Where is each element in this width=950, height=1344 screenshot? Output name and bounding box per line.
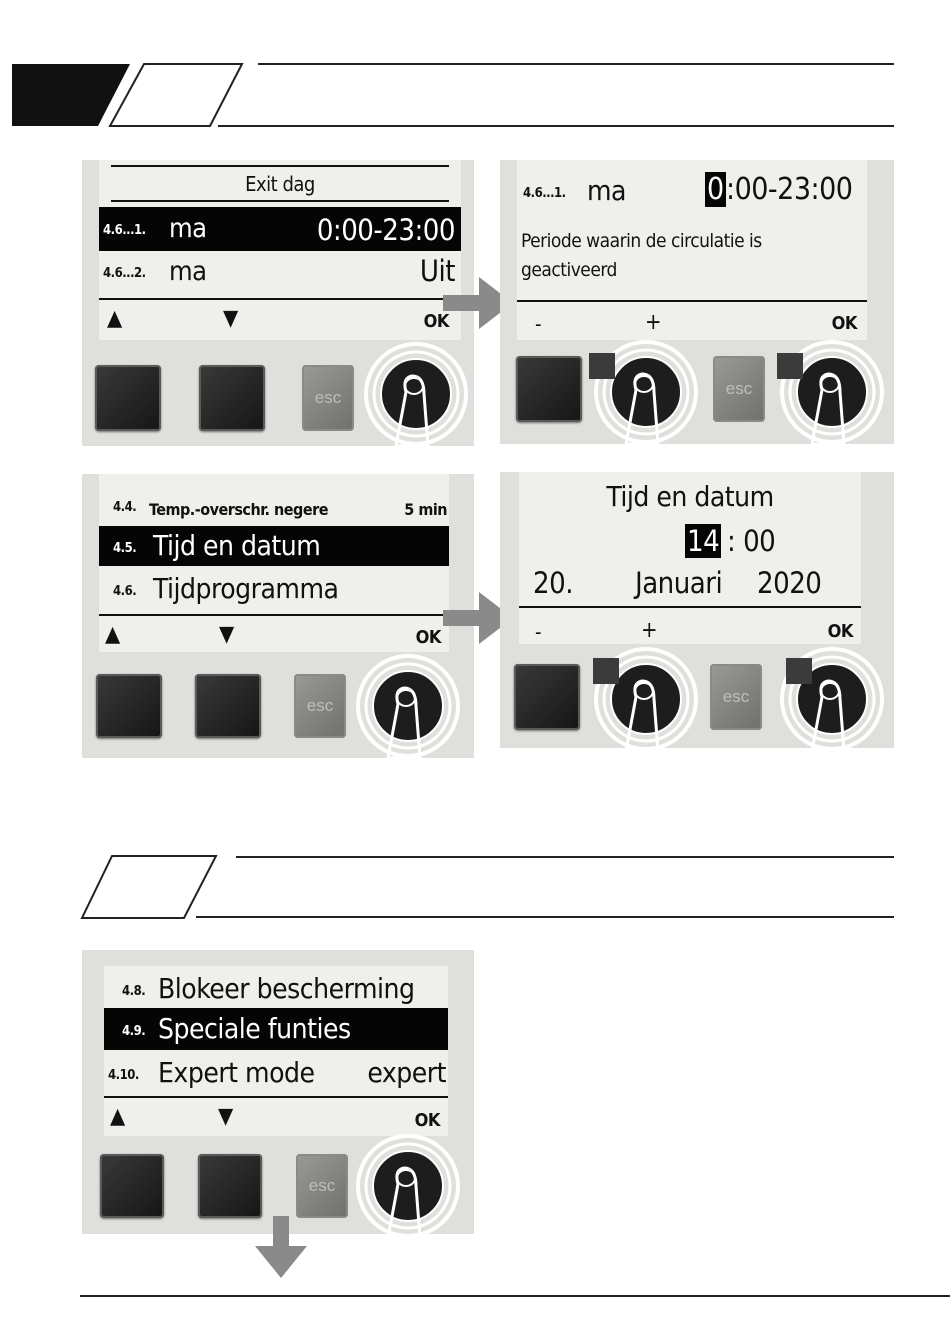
- lcd-screen: [104, 966, 448, 1136]
- down-button[interactable]: [198, 1154, 262, 1218]
- lcd-screen: [99, 474, 449, 652]
- step-marker: [777, 353, 803, 379]
- section-tab-outline: [80, 854, 220, 920]
- device-panel-exit-day: [82, 160, 474, 446]
- softkey-down-label: ▼: [218, 1104, 233, 1129]
- softkey-up-label: ▲: [107, 306, 122, 331]
- menu-row-selected[interactable]: 4.9. Speciale funties: [104, 1008, 448, 1050]
- time-cursor[interactable]: 0: [707, 172, 724, 207]
- minus-button[interactable]: [516, 356, 582, 422]
- softkey-up-label: ▲: [105, 622, 120, 647]
- lcd-screen: 4.6...1. ma 0 :00-23:00 Periode waarin de circulatie is geactiveerd - + OK: [517, 160, 867, 340]
- softkey-down-label: ▼: [223, 306, 238, 331]
- menu-row[interactable]: 4.6...2. ma Uit: [103, 254, 455, 288]
- finger-press-icon: [362, 342, 474, 446]
- softkey-plus-label: +: [641, 618, 658, 643]
- menu-row[interactable]: 4.10. Expert mode expert: [108, 1056, 446, 1089]
- esc-button[interactable]: esc: [713, 356, 765, 422]
- device-panel-time-date-edit: [500, 472, 894, 748]
- device-panel-menu-time-date: [82, 474, 474, 758]
- description-line: Periode waarin de circulatie is: [521, 230, 762, 252]
- up-button[interactable]: [95, 365, 161, 431]
- softkey-ok-label: OK: [423, 311, 449, 332]
- up-button[interactable]: [100, 1154, 164, 1218]
- softkey-ok-label: OK: [414, 1110, 440, 1131]
- menu-row[interactable]: 4.4. Temp.-overschr. negere 5 min: [113, 500, 447, 519]
- softkey-ok-label: OK: [827, 621, 853, 642]
- softkey-up-label: ▲: [110, 1104, 125, 1129]
- lcd-screen: Tijd en datum 14 : 00 20. Januari 2020 - + OK: [519, 472, 861, 644]
- minus-button[interactable]: [514, 664, 580, 730]
- lcd-screen: [99, 160, 461, 340]
- section-rule-top: [236, 856, 894, 858]
- screen-title: Tijd en datum: [606, 480, 774, 513]
- softkey-minus-label: -: [535, 620, 541, 644]
- screen-title: Exit dag: [245, 172, 315, 196]
- description-line: geactiveerd: [521, 259, 617, 281]
- esc-button[interactable]: esc: [302, 365, 354, 431]
- finger-press-icon: [354, 1134, 466, 1234]
- softkey-ok-label: OK: [831, 313, 857, 334]
- menu-row[interactable]: 4.6. Tijdprogramma: [113, 572, 339, 605]
- step-marker: [786, 658, 812, 684]
- page-footer-rule: [80, 1295, 950, 1297]
- arrow-down-icon: [253, 1216, 309, 1280]
- device-panel-menu-special: [82, 950, 474, 1234]
- section-rule-bottom: [196, 916, 894, 918]
- softkey-minus-label: -: [535, 312, 541, 336]
- device-panel-period-edit: [500, 160, 894, 444]
- finger-press-icon: [354, 654, 466, 758]
- up-button[interactable]: [96, 674, 162, 738]
- softkey-down-label: ▼: [219, 622, 234, 647]
- esc-button[interactable]: esc: [710, 664, 762, 730]
- menu-row-selected[interactable]: 4.5. Tijd en datum: [99, 526, 449, 566]
- menu-row-selected[interactable]: 4.6...1. ma 0:00-23:00: [99, 207, 461, 251]
- step-marker: [593, 658, 619, 684]
- down-button[interactable]: [195, 674, 261, 738]
- menu-row[interactable]: 4.8. Blokeer bescherming: [122, 972, 415, 1005]
- hour-field[interactable]: 14: [687, 524, 720, 558]
- softkey-ok-label: OK: [415, 627, 441, 648]
- esc-button[interactable]: esc: [294, 674, 346, 738]
- softkey-plus-label: +: [645, 310, 662, 335]
- section-rule-bottom: [218, 125, 894, 127]
- section-rule-top: [258, 63, 894, 65]
- step-marker: [589, 353, 615, 379]
- esc-button[interactable]: esc: [296, 1154, 348, 1218]
- section-tab-filled: [12, 62, 252, 128]
- down-button[interactable]: [199, 365, 265, 431]
